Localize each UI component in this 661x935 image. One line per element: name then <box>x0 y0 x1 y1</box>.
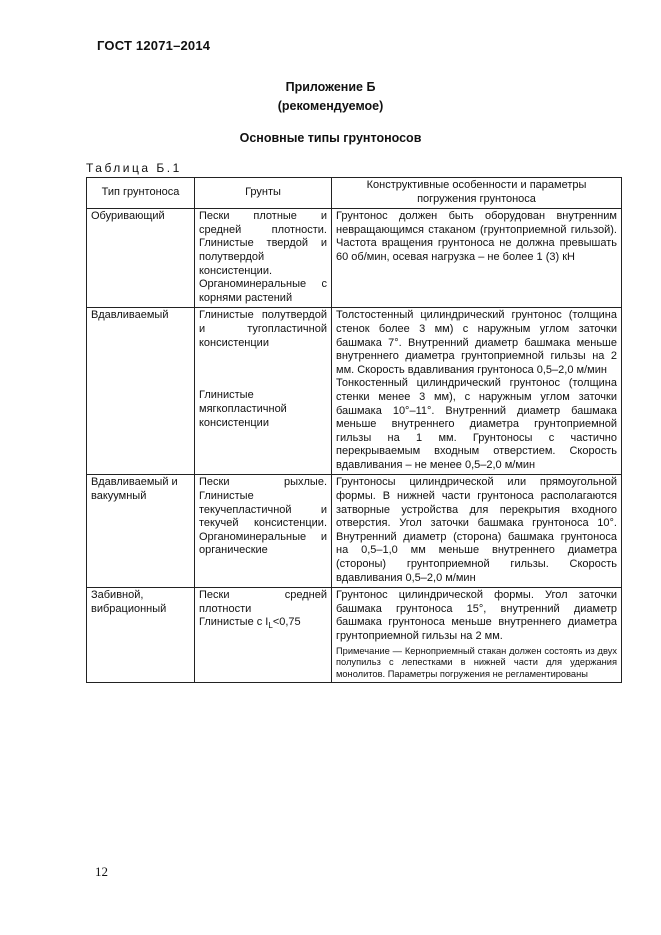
soil-line: Глинистые с $I_L<0,75$ <box>199 616 301 631</box>
column-header-soil: Грунты <box>195 178 332 209</box>
cell-features: Грунтоносы цилиндрической или прямоугольной формы. В нижней части грунтоноса располагаются затворные устройства для перекрытия входного отверстия. Угол заточки башмака грунтоноса 10°. Внутренний диаметр (сторона) башмака грунтоноса на 0,5–1,0 мм меньше внутреннего диаметра (стороны) грунтоприемной гильзы. Скорость вдавливания 0,5–2,0 м/мин <box>332 475 622 588</box>
sampler-types-table <box>86 177 622 683</box>
appendix-subtitle: (рекомендуемое) <box>277 99 384 113</box>
soil-variant-a: Глинистые полутвердой и тугопластичной консистенции <box>199 309 327 349</box>
column-header-type: Тип грунтоноса <box>87 178 195 209</box>
table-note: Примечание — Кернoприемный стакан должен состоять из двух полупильз с лепестками в нижней части для удержания монолитов. Параметры погружения не регламентированы <box>336 645 617 679</box>
cell-type: Вдавливаемый <box>87 308 195 475</box>
soil-line: Пески средней плотности <box>199 589 327 615</box>
soil-variant-b: Глинистые мягкопластичной консистенции <box>199 389 287 429</box>
cell-soil <box>195 308 332 475</box>
table-header-row <box>87 178 622 209</box>
table-row <box>87 475 622 588</box>
cell-features <box>332 588 622 683</box>
standard-header: ГОСТ 12071–2014 <box>97 38 211 53</box>
cell-type: Вдавливаемый и вакуумный <box>87 475 195 588</box>
section-title: Основные типы грунтоносов <box>239 131 422 145</box>
appendix-title: Приложение Б <box>285 80 376 94</box>
features-text: Грунтонос цилиндрической формы. Угол заточки башмака грунтоноса 15°, внутренний диаметр башмака грунтоноса меньше внутреннего диаметра грунтоприемной гильзы на 2 мм. <box>336 589 617 642</box>
table-caption: Таблица Б.1 <box>86 161 182 175</box>
cell-soil: Пески плотные и средней плотности. Глинистые твердой и полутвердой консистенции. Органоминеральные с корнями растений <box>195 209 332 308</box>
cell-soil <box>195 588 332 683</box>
features-variant-a: Толстостенный цилиндрический грунтонос (толщина стенок более 3 мм) с наружным углом заточки башмака 7°. Внутренний диаметр башмака меньше внутреннего диаметра грунтоприемной гильзы на 2 мм. Скорость вдавливания грунтоноса 0,5–2,0 м/мин <box>336 309 617 376</box>
cell-soil: Пески рыхлые. Глинистые текучепластичной и текучей консистенции. Органоминеральные и органические <box>195 475 332 588</box>
table-row <box>87 209 622 308</box>
column-header-features: Конструктивные особенности и параметры погружения грунтоноса <box>332 178 622 209</box>
cell-type: Обуривающий <box>87 209 195 308</box>
page-number: 12 <box>95 864 108 879</box>
cell-type: Забивной, вибрационный <box>87 588 195 683</box>
features-variant-b: Тонкостенный цилиндрический грунтонос (толщина стенки менее 3 мм), с наружным углом заточки башмака 10°–11°. Внутренний диаметр башмака меньше внутреннего диаметра грунтоприемной гильзы на 1 мм. Грунтоносы с частично перекрываемым входным отверстием. Скорость вдавливания – не менее 0,5–2,0 м/мин <box>336 377 617 471</box>
cell-features <box>332 308 622 475</box>
table-row <box>87 308 622 475</box>
table-row <box>87 588 622 683</box>
cell-features: Грунтонос должен быть оборудован внутренним невращающимся стаканом (грунтоприемной гильзой). Частота вращения грунтоноса не должна превышать 60 об/мин, осевая нагрузка – не более 1 (3) кН <box>332 209 622 308</box>
